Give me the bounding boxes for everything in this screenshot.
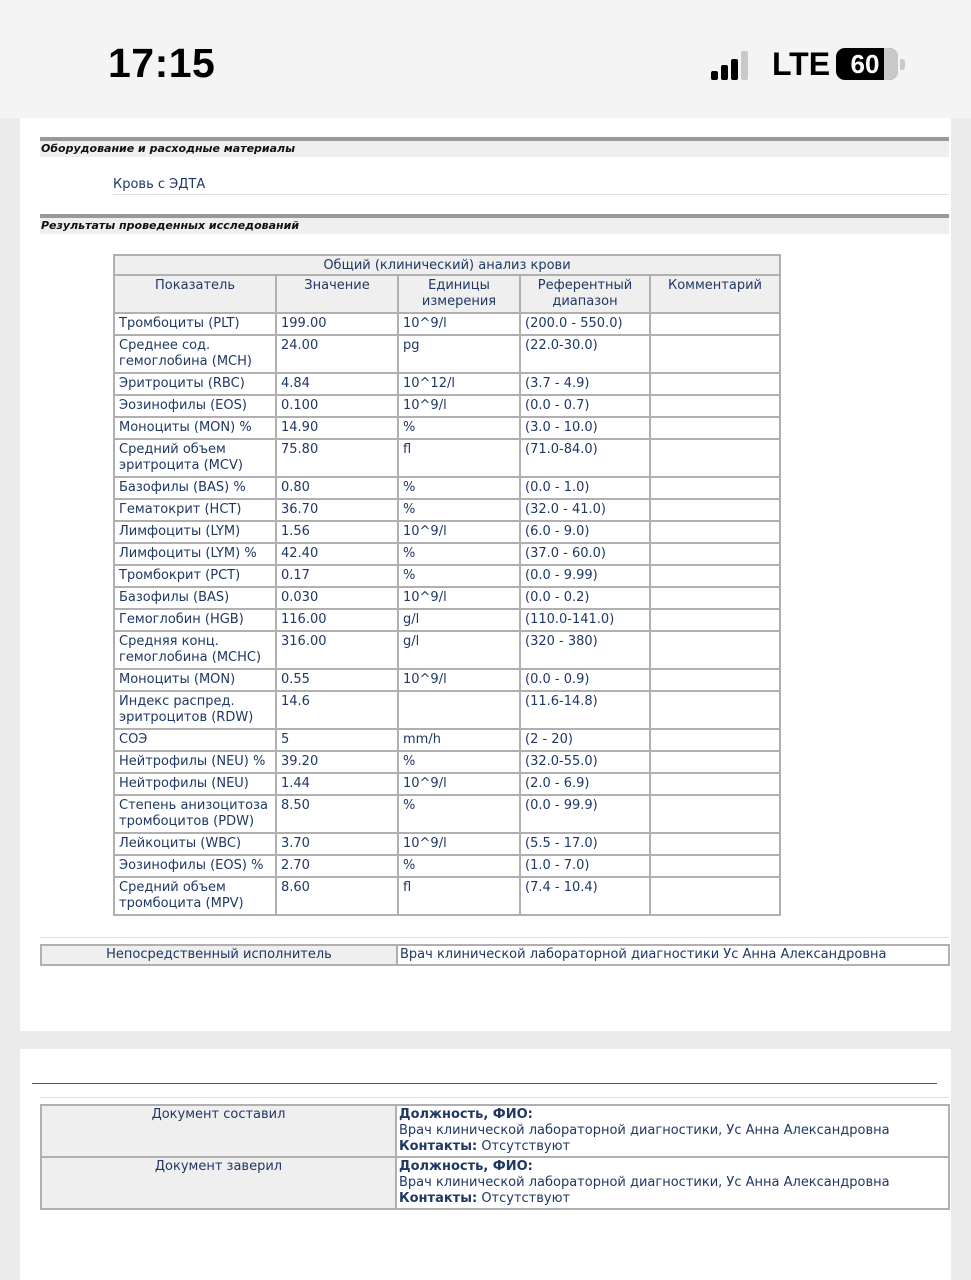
document-page-2: [20, 1049, 951, 1280]
results-heading: Результаты проведенных исследований: [40, 214, 949, 234]
executor-table: [40, 944, 950, 966]
table-row: [114, 335, 780, 373]
cell-indicator: Эозинофилы (EOS) %: [114, 855, 276, 877]
equipment-item: Кровь с ЭДТА: [113, 177, 206, 192]
cell-value: 0.100: [276, 395, 398, 417]
cell-comment: [650, 855, 780, 877]
cell-unit: 10^9/l: [398, 833, 520, 855]
table-row: [114, 373, 780, 395]
cell-comment: [650, 773, 780, 795]
cell-reference: (0.0 - 1.0): [520, 477, 650, 499]
cell-comment: [650, 499, 780, 521]
cell-indicator: Гематокрит (HCT): [114, 499, 276, 521]
position-value: Врач клинической лабораторной диагностики, Ус Анна Александровна: [399, 1175, 890, 1190]
cell-unit: %: [398, 855, 520, 877]
battery-tip: [900, 59, 905, 70]
cell-value: 1.56: [276, 521, 398, 543]
battery-icon: [836, 48, 898, 80]
cell-value: 116.00: [276, 609, 398, 631]
signature-details: [396, 1157, 949, 1209]
contacts-label: Контакты:: [399, 1139, 478, 1154]
cell-unit: %: [398, 751, 520, 773]
cell-reference: (37.0 - 60.0): [520, 543, 650, 565]
cell-unit: 10^9/l: [398, 521, 520, 543]
cell-indicator: Лимфоциты (LYM): [114, 521, 276, 543]
cell-value: 5: [276, 729, 398, 751]
cell-reference: (11.6-14.8): [520, 691, 650, 729]
cell-reference: (1.0 - 7.0): [520, 855, 650, 877]
cell-reference: (320 - 380): [520, 631, 650, 669]
cell-value: 0.55: [276, 669, 398, 691]
table-row: [114, 543, 780, 565]
cell-value: 42.40: [276, 543, 398, 565]
cell-comment: [650, 587, 780, 609]
cell-reference: (5.5 - 17.0): [520, 833, 650, 855]
table-row: [114, 565, 780, 587]
cell-comment: [650, 833, 780, 855]
signature-row: [41, 1105, 949, 1157]
cell-unit: %: [398, 499, 520, 521]
cell-value: 39.20: [276, 751, 398, 773]
cell-comment: [650, 439, 780, 477]
cell-comment: [650, 751, 780, 773]
table-row: [114, 313, 780, 335]
cell-indicator: СОЭ: [114, 729, 276, 751]
cell-comment: [650, 313, 780, 335]
cell-unit: %: [398, 417, 520, 439]
table-row: [114, 521, 780, 543]
cell-unit: 10^12/l: [398, 373, 520, 395]
cell-unit: 10^9/l: [398, 773, 520, 795]
cell-reference: (22.0-30.0): [520, 335, 650, 373]
cell-indicator: Гемоглобин (HGB): [114, 609, 276, 631]
cell-indicator: Средний объем тромбоцита (MPV): [114, 877, 276, 915]
cell-indicator: Нейтрофилы (NEU): [114, 773, 276, 795]
cell-reference: (6.0 - 9.0): [520, 521, 650, 543]
position-value: Врач клинической лабораторной диагностики, Ус Анна Александровна: [399, 1123, 890, 1138]
cell-unit: %: [398, 795, 520, 833]
cell-indicator: Лейкоциты (WBC): [114, 833, 276, 855]
cell-unit: [398, 691, 520, 729]
cell-indicator: Эритроциты (RBC): [114, 373, 276, 395]
contacts-value: Отсутствуют: [481, 1191, 571, 1206]
table-row: [114, 751, 780, 773]
table-row: [114, 631, 780, 669]
cell-comment: [650, 691, 780, 729]
equipment-heading: Оборудование и расходные материалы: [40, 137, 949, 157]
cell-value: 3.70: [276, 833, 398, 855]
table-title: Общий (клинический) анализ крови: [114, 255, 780, 275]
cell-comment: [650, 669, 780, 691]
column-header: Референтный диапазон: [520, 275, 650, 313]
battery-level: 60: [850, 49, 880, 79]
cell-reference: (0.0 - 0.9): [520, 669, 650, 691]
cell-indicator: Нейтрофилы (NEU) %: [114, 751, 276, 773]
cell-comment: [650, 335, 780, 373]
table-row: [114, 795, 780, 833]
cell-indicator: Тромбокрит (PCT): [114, 565, 276, 587]
cell-indicator: Моноциты (MON): [114, 669, 276, 691]
cell-reference: (2.0 - 6.9): [520, 773, 650, 795]
results-table: [113, 254, 781, 916]
table-row: [114, 395, 780, 417]
cell-unit: %: [398, 565, 520, 587]
document-page-1: [20, 118, 951, 1031]
cell-comment: [650, 521, 780, 543]
contacts-label: Контакты:: [399, 1191, 478, 1206]
cell-comment: [650, 477, 780, 499]
table-row: [114, 439, 780, 477]
divider: [40, 1097, 949, 1098]
signature-row: [41, 1157, 949, 1209]
cell-unit: 10^9/l: [398, 587, 520, 609]
cell-value: 0.030: [276, 587, 398, 609]
cell-unit: g/l: [398, 631, 520, 669]
position-label: Должность, ФИО:: [399, 1107, 533, 1122]
cell-value: 0.80: [276, 477, 398, 499]
table-row: [114, 477, 780, 499]
table-row: [114, 669, 780, 691]
cell-reference: (200.0 - 550.0): [520, 313, 650, 335]
cell-comment: [650, 543, 780, 565]
cell-comment: [650, 373, 780, 395]
cell-comment: [650, 609, 780, 631]
cell-reference: (3.7 - 4.9): [520, 373, 650, 395]
cell-indicator: Степень анизоцитоза тромбоцитов (PDW): [114, 795, 276, 833]
cell-unit: fl: [398, 877, 520, 915]
cell-value: 75.80: [276, 439, 398, 477]
cell-reference: (0.0 - 9.99): [520, 565, 650, 587]
table-row: [114, 773, 780, 795]
cell-indicator: Базофилы (BAS): [114, 587, 276, 609]
cell-comment: [650, 877, 780, 915]
cell-comment: [650, 417, 780, 439]
cell-value: 1.44: [276, 773, 398, 795]
cell-reference: (0.0 - 99.9): [520, 795, 650, 833]
divider: [40, 937, 949, 938]
cell-unit: 10^9/l: [398, 669, 520, 691]
cell-reference: (71.0-84.0): [520, 439, 650, 477]
cell-reference: (32.0-55.0): [520, 751, 650, 773]
cell-value: 316.00: [276, 631, 398, 669]
status-time: 17:15: [108, 40, 216, 86]
cell-comment: [650, 565, 780, 587]
cell-unit: pg: [398, 335, 520, 373]
column-header: Значение: [276, 275, 398, 313]
network-type: LTE: [772, 46, 831, 82]
table-row: [114, 729, 780, 751]
contacts-value: Отсутствуют: [481, 1139, 571, 1154]
cell-indicator: Средняя конц. гемоглобина (MCHC): [114, 631, 276, 669]
cell-indicator: Моноциты (MON) %: [114, 417, 276, 439]
divider: [32, 1083, 937, 1084]
cell-reference: (2 - 20): [520, 729, 650, 751]
cell-indicator: Средний объем эритроцита (MCV): [114, 439, 276, 477]
table-row: [114, 877, 780, 915]
cell-comment: [650, 631, 780, 669]
cell-unit: %: [398, 477, 520, 499]
cell-unit: %: [398, 543, 520, 565]
cell-comment: [650, 795, 780, 833]
cell-indicator: Тромбоциты (PLT): [114, 313, 276, 335]
cell-reference: (110.0-141.0): [520, 609, 650, 631]
cell-unit: mm/h: [398, 729, 520, 751]
table-row: [114, 833, 780, 855]
cell-value: 0.17: [276, 565, 398, 587]
cell-value: 14.90: [276, 417, 398, 439]
table-row: [114, 691, 780, 729]
cell-indicator: Индекс распред. эритроцитов (RDW): [114, 691, 276, 729]
position-label: Должность, ФИО:: [399, 1159, 533, 1174]
cell-indicator: Лимфоциты (LYM) %: [114, 543, 276, 565]
cell-value: 4.84: [276, 373, 398, 395]
cell-value: 2.70: [276, 855, 398, 877]
signature-label: Документ заверил: [41, 1157, 396, 1209]
cell-reference: (0.0 - 0.7): [520, 395, 650, 417]
cell-unit: g/l: [398, 609, 520, 631]
cell-reference: (7.4 - 10.4): [520, 877, 650, 915]
executor-label: Непосредственный исполнитель: [41, 945, 397, 965]
signal-icon: [711, 50, 747, 80]
cell-value: 199.00: [276, 313, 398, 335]
column-header: Показатель: [114, 275, 276, 313]
table-row: [114, 855, 780, 877]
signatures-table: [40, 1104, 950, 1210]
cell-indicator: Эозинофилы (EOS): [114, 395, 276, 417]
status-bar: [0, 0, 971, 118]
cell-value: 14.6: [276, 691, 398, 729]
cell-comment: [650, 729, 780, 751]
signature-label: Документ составил: [41, 1105, 396, 1157]
cell-unit: 10^9/l: [398, 313, 520, 335]
table-row: [114, 609, 780, 631]
cell-value: 36.70: [276, 499, 398, 521]
cell-value: 8.60: [276, 877, 398, 915]
cell-unit: 10^9/l: [398, 395, 520, 417]
cell-comment: [650, 395, 780, 417]
cell-indicator: Базофилы (BAS) %: [114, 477, 276, 499]
column-header: Единицы измерения: [398, 275, 520, 313]
column-header: Комментарий: [650, 275, 780, 313]
signature-details: [396, 1105, 949, 1157]
table-row: [114, 587, 780, 609]
cell-unit: fl: [398, 439, 520, 477]
cell-value: 8.50: [276, 795, 398, 833]
executor-value: Врач клинической лабораторной диагностики Ус Анна Александровна: [397, 945, 949, 965]
table-row: [114, 499, 780, 521]
cell-reference: (0.0 - 0.2): [520, 587, 650, 609]
divider: [113, 194, 949, 195]
cell-reference: (3.0 - 10.0): [520, 417, 650, 439]
cell-value: 24.00: [276, 335, 398, 373]
table-row: [114, 417, 780, 439]
cell-reference: (32.0 - 41.0): [520, 499, 650, 521]
cell-indicator: Среднее сод. гемоглобина (MCH): [114, 335, 276, 373]
